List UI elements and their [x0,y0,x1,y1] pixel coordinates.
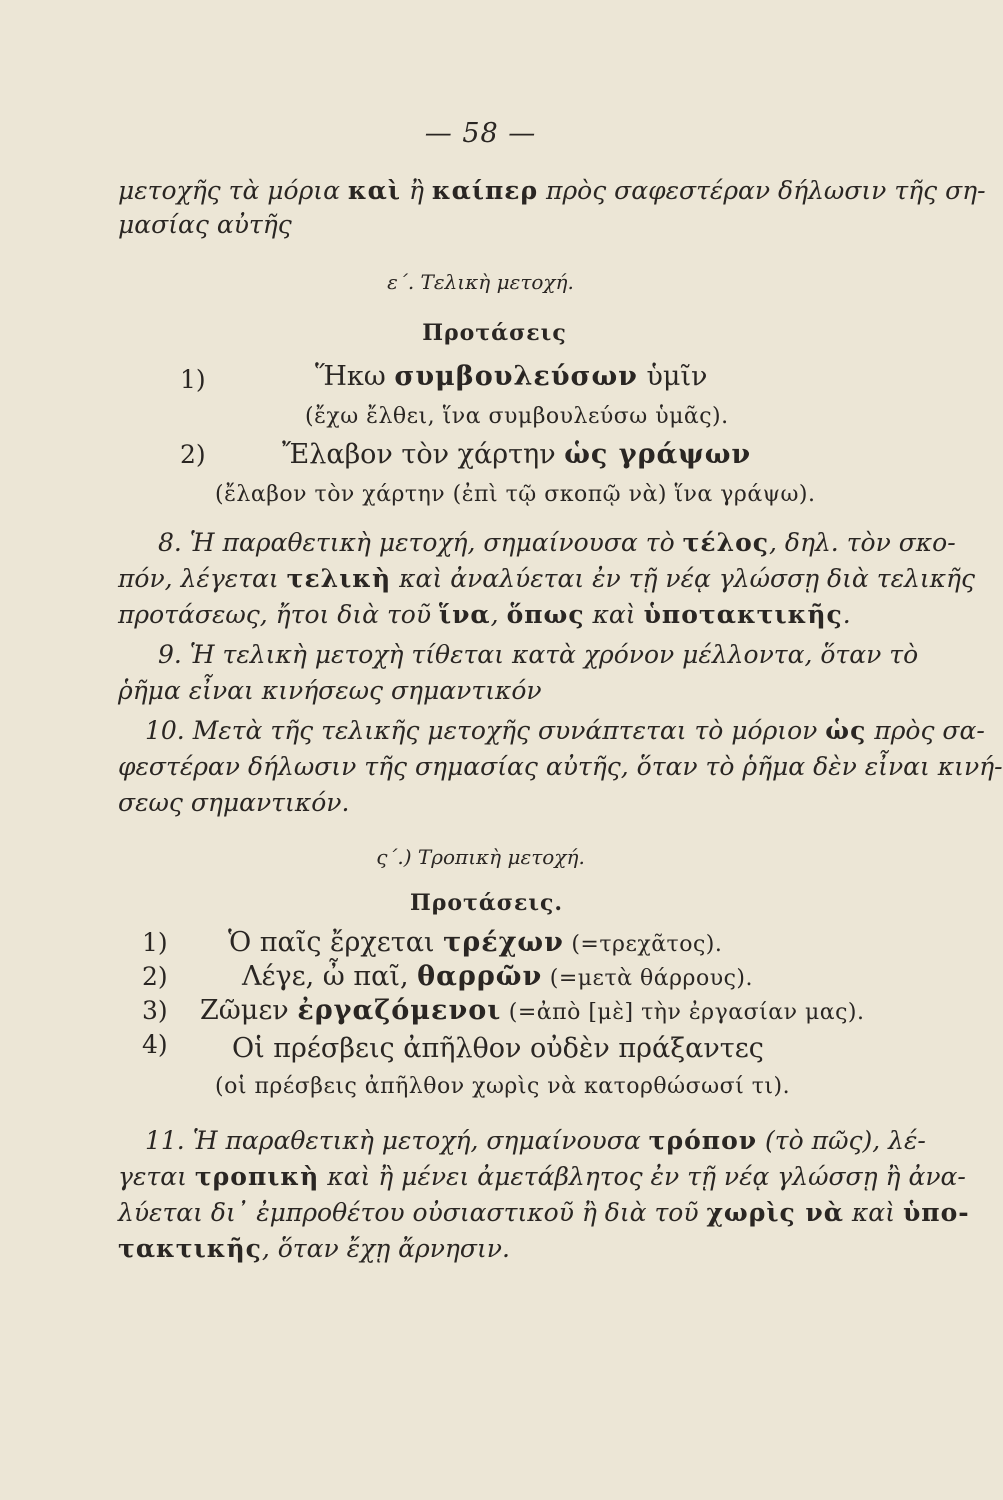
page-number: — 58 — [424,118,537,149]
example-sentence: Ἥκω συμβουλεύσων ὑμῖν [315,361,708,392]
example-number: 2) [180,440,206,469]
rule-9-line-2: ῥῆμα εἶναι κινήσεως σημαντικόν [118,676,542,705]
rule-9-line-1: 9. Ἡ τελικὴ μετοχὴ τίθεται κατὰ χρόνον μέλλοντα, ὅταν τὸ [158,640,919,669]
rule-8-line-3: προτάσεως, ἤτοι διὰ τοῦ ἵνα, ὅπως καὶ ὑποτακτικῆς. [118,600,851,629]
example-sentence: Ὁ παῖς ἔρχεται τρέχων (=τρεχᾶτος). [228,927,723,958]
rule-10-line-2: φεστέραν δήλωσιν τῆς σημασίας αὐτῆς, ὅταν τὸ ῥῆμα δὲν εἶναι κινή- [118,752,1003,781]
example-paraphrase: (ἔλαβον τὸν χάρτην (ἐπὶ τῷ σκοπῷ νὰ) ἵνα γράψω). [215,482,816,507]
rule-11-line-1: 11. Ἡ παραθετικὴ μετοχή, σημαίνουσα τρόπον (τὸ πῶς), λέ- [145,1126,926,1155]
intro-line-2: μασίας αὐτῆς [118,210,292,239]
example-sentence: Ζῶμεν ἐργαζόμενοι (=ἀπὸ [μὲ] τὴν ἐργασίαν μας). [200,995,865,1026]
intro-line-1: μετοχῆς τὰ μόρια καὶ ἢ καίπερ πρὸς σαφεστέραν δήλωσιν τῆς ση- [118,176,986,205]
section-heading-tropike: ς΄.) Τροπικὴ μετοχή. [376,845,585,869]
example-sentence: Οἱ πρέσβεις ἀπῆλθον οὐδὲν πράξαντες [232,1033,764,1064]
rule-11-line-2: γεται τροπικὴ καὶ ἢ μένει ἀμετάβλητος ἐν τῇ νέᾳ γλώσσῃ ἢ ἀνα- [118,1162,966,1191]
rule-10-line-1: 10. Μετὰ τῆς τελικῆς μετοχῆς συνάπτεται τὸ μόριον ὡς πρὸς σα- [145,716,985,745]
rule-8-line-1: 8. Ἡ παραθετικὴ μετοχή, σημαίνουσα τὸ τέλος, δηλ. τὸν σκο- [158,528,956,557]
example-number: 1) [142,928,168,957]
example-number: 3) [142,996,168,1025]
section-heading-telike: ε΄. Τελικὴ μετοχή. [387,270,574,294]
rule-10-line-3: σεως σημαντικόν. [118,788,350,817]
rule-8-line-2: πόν, λέγεται τελικὴ καὶ ἀναλύεται ἐν τῇ νέᾳ γλώσσῃ διὰ τελικῆς [118,564,976,593]
example-sentence: Λέγε, ὦ παῖ, θαρρῶν (=μετὰ θάρρους). [242,961,753,992]
example-number: 2) [142,962,168,991]
example-number: 4) [142,1030,168,1059]
rule-11-line-3: λύεται δι᾽ ἐμπροθέτου οὐσιαστικοῦ ἢ διὰ τοῦ χωρὶς νὰ καὶ ὑπο- [118,1198,970,1227]
rule-11-line-4: τακτικῆς, ὅταν ἔχῃ ἄρνησιν. [118,1234,510,1263]
section-subheading-protaseis: Προτάσεις. [409,890,564,916]
section-subheading-protaseis: Προτάσεις [422,320,567,346]
example-paraphrase: (ἔχω ἔλθει, ἵνα συμβουλεύσω ὑμᾶς). [305,404,729,429]
example-sentence: Ἔλαβον τὸν χάρτην ὡς γράψων [282,439,752,470]
example-paraphrase: (οἱ πρέσβεις ἀπῆλθον χωρὶς νὰ κατορθώσωσί τι). [215,1074,791,1099]
example-number: 1) [180,365,206,394]
